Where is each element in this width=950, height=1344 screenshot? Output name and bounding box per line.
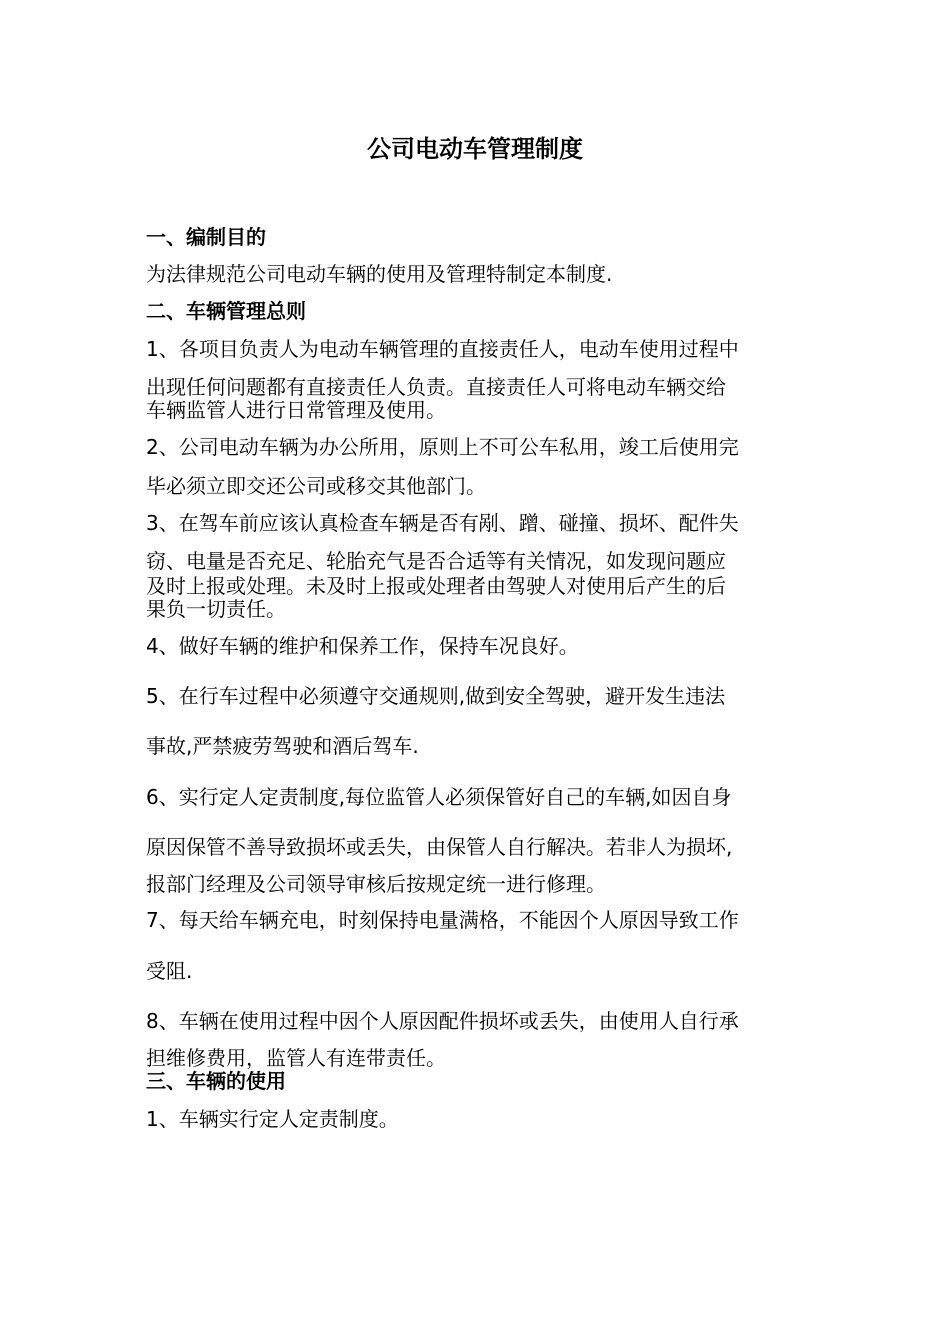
rule-6-line-3: 报部门经理及公司领导审核后按规定统一进行修理。 (146, 872, 606, 896)
rule-4-line-1: 4、做好车辆的维护和保养工作，保持车况良好。 (146, 634, 579, 658)
rule-3-line-1: 3、在驾车前应该认真检查车辆是否有剐、蹭、碰撞、损坏、配件失 (146, 511, 739, 535)
rule-6-line-2: 原因保管不善导致损坏或丢失，由保管人自行解决。若非人为损坏, (146, 835, 733, 859)
section-heading-vehicle-use: 三、车辆的使用 (146, 1069, 286, 1093)
rule-1-line-2: 出现任何问题都有直接责任人负责。直接责任人可将电动车辆交给 (146, 375, 726, 399)
rule-8-line-2: 担维修费用，监管人有连带责任。 (146, 1046, 446, 1070)
rule-2-line-2: 毕必须立即交还公司或移交其他部门。 (146, 474, 486, 498)
rule-3-line-4: 果负一切责任。 (146, 597, 286, 621)
rule-7-line-2: 受阻. (146, 959, 193, 983)
section-purpose-body: 为法律规范公司电动车辆的使用及管理特制定本制度. (146, 262, 613, 286)
rule-6-line-1: 6、实行定人定责制度,每位监管人必须保管好自己的车辆,如因自身 (146, 785, 732, 809)
rule-3-line-3: 及时上报或处理。未及时上报或处理者由驾驶人对使用后产生的后 (146, 574, 726, 598)
section-heading-general-rules: 二、车辆管理总则 (146, 299, 306, 323)
rule-3-line-2: 窃、电量是否充足、轮胎充气是否合适等有关情况，如发现问题应 (146, 549, 726, 573)
use-rule-1-line-1: 1、车辆实行定人定责制度。 (146, 1107, 399, 1131)
rule-2-line-1: 2、公司电动车辆为办公所用，原则上不可公车私用，竣工后使用完 (146, 435, 739, 459)
rule-5-line-1: 5、在行车过程中必须遵守交通规则,做到安全驾驶，避开发生违法 (146, 684, 726, 708)
rule-7-line-1: 7、每天给车辆充电，时刻保持电量满格，不能因个人原因导致工作 (146, 908, 739, 932)
rule-1-line-3: 车辆监管人进行日常管理及使用。 (146, 398, 446, 422)
document-title: 公司电动车管理制度 (367, 135, 583, 163)
rule-8-line-1: 8、车辆在使用过程中因个人原因配件损坏或丢失，由使用人自行承 (146, 1009, 739, 1033)
section-heading-purpose: 一、编制目的 (146, 225, 266, 249)
rule-1-line-1: 1、各项目负责人为电动车辆管理的直接责任人，电动车使用过程中 (146, 337, 739, 361)
rule-5-line-2: 事故,严禁疲劳驾驶和酒后驾车. (146, 734, 419, 758)
